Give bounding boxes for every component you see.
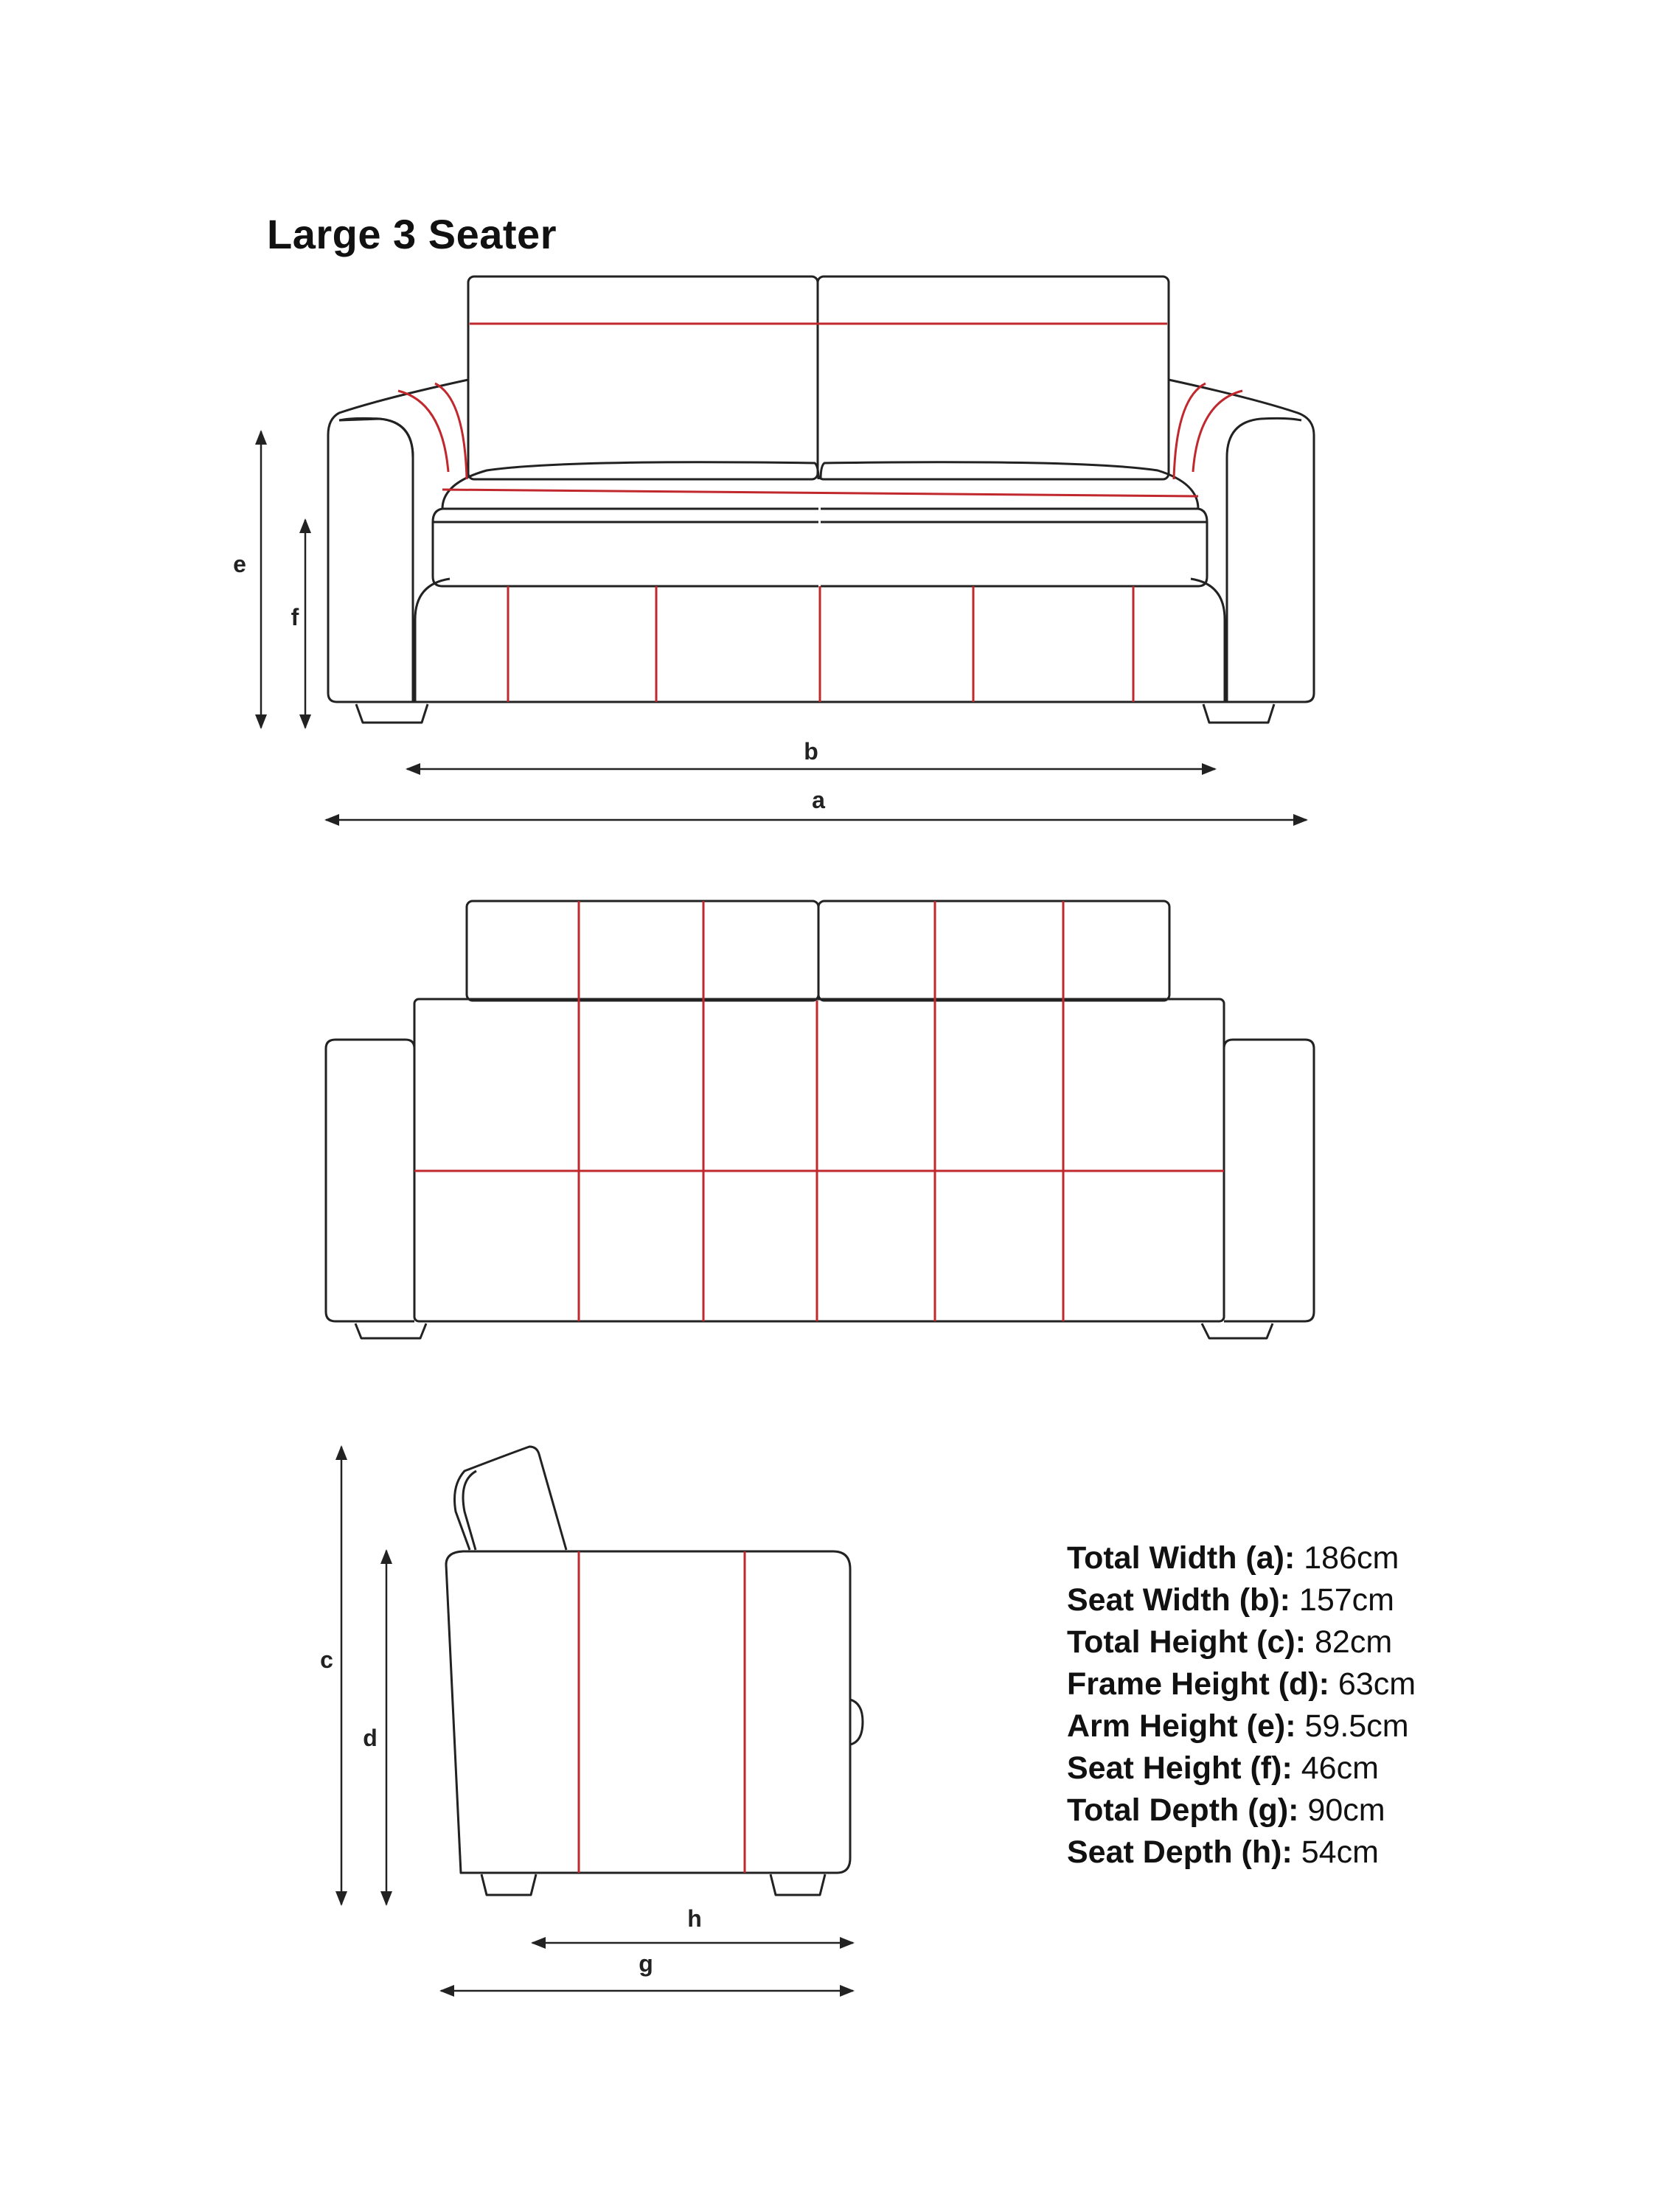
- front-foot-left: [356, 704, 428, 723]
- spec-value: 90cm: [1307, 1792, 1385, 1828]
- spec-label: Total Height (c):: [1067, 1624, 1307, 1660]
- spec-label: Total Width (a):: [1067, 1540, 1295, 1576]
- back-foot-left: [355, 1324, 426, 1338]
- dimensions-spec-list: [1067, 1537, 1416, 1874]
- spec-label: Frame Height (d):: [1067, 1666, 1329, 1702]
- back-upper-panel-right: [818, 901, 1169, 1001]
- spec-value: 54cm: [1301, 1834, 1379, 1870]
- side-dimensions: [341, 1447, 853, 1991]
- back-main-panel: [414, 999, 1224, 1321]
- front-arm-right: [1169, 380, 1314, 702]
- side-foot-back: [481, 1874, 536, 1895]
- front-seat-cushion-right: [821, 509, 1207, 586]
- front-foot-right: [1203, 704, 1274, 723]
- front-dimensions: [261, 431, 1307, 820]
- dimension-label-b: b: [804, 738, 818, 765]
- spec-row: [1067, 1832, 1416, 1874]
- side-body: [446, 1551, 850, 1873]
- front-seat-cushion-left: [433, 509, 818, 586]
- spec-label: Arm Height (e):: [1067, 1708, 1296, 1744]
- front-arm-left: [328, 380, 468, 702]
- spec-value: 157cm: [1298, 1582, 1394, 1618]
- spec-label: Total Depth (g):: [1067, 1792, 1299, 1828]
- back-arm-right: [1224, 1040, 1314, 1321]
- side-view: [446, 1447, 863, 1895]
- spec-label: Seat Depth (h):: [1067, 1834, 1293, 1870]
- spec-value: 59.5cm: [1304, 1708, 1409, 1744]
- dimension-label-d: d: [363, 1725, 378, 1751]
- spec-row: [1067, 1790, 1416, 1832]
- dimension-label-h: h: [687, 1905, 702, 1932]
- spec-row: [1067, 1705, 1416, 1747]
- dimension-label-a: a: [812, 787, 825, 813]
- spec-row: [1067, 1579, 1416, 1621]
- dimension-label-f: f: [291, 604, 299, 630]
- side-seams: [579, 1551, 745, 1873]
- spec-row: [1067, 1621, 1416, 1663]
- dimension-label-e: e: [233, 551, 246, 577]
- back-upper-panel-left: [467, 901, 818, 1001]
- page-title: Large 3 Seater: [267, 211, 557, 257]
- back-foot-right: [1202, 1324, 1273, 1338]
- side-arm-front: [850, 1700, 863, 1745]
- dimension-label-g: g: [639, 1950, 653, 1977]
- spec-row: [1067, 1663, 1416, 1705]
- spec-row: [1067, 1537, 1416, 1579]
- dimension-label-c: c: [320, 1646, 333, 1673]
- spec-value: 46cm: [1301, 1750, 1379, 1786]
- spec-label: Seat Height (f):: [1067, 1750, 1293, 1786]
- spec-row: [1067, 1747, 1416, 1790]
- spec-label: Seat Width (b):: [1067, 1582, 1290, 1618]
- side-foot-front: [771, 1874, 825, 1895]
- back-arm-left: [326, 1040, 414, 1321]
- back-view: [326, 901, 1314, 1338]
- front-seams: [398, 324, 1242, 702]
- front-back-cushion-right: [818, 276, 1169, 479]
- spec-value: 82cm: [1315, 1624, 1393, 1660]
- spec-value: 63cm: [1338, 1666, 1416, 1702]
- spec-value: 186cm: [1304, 1540, 1399, 1576]
- front-back-cushion-left: [468, 276, 818, 479]
